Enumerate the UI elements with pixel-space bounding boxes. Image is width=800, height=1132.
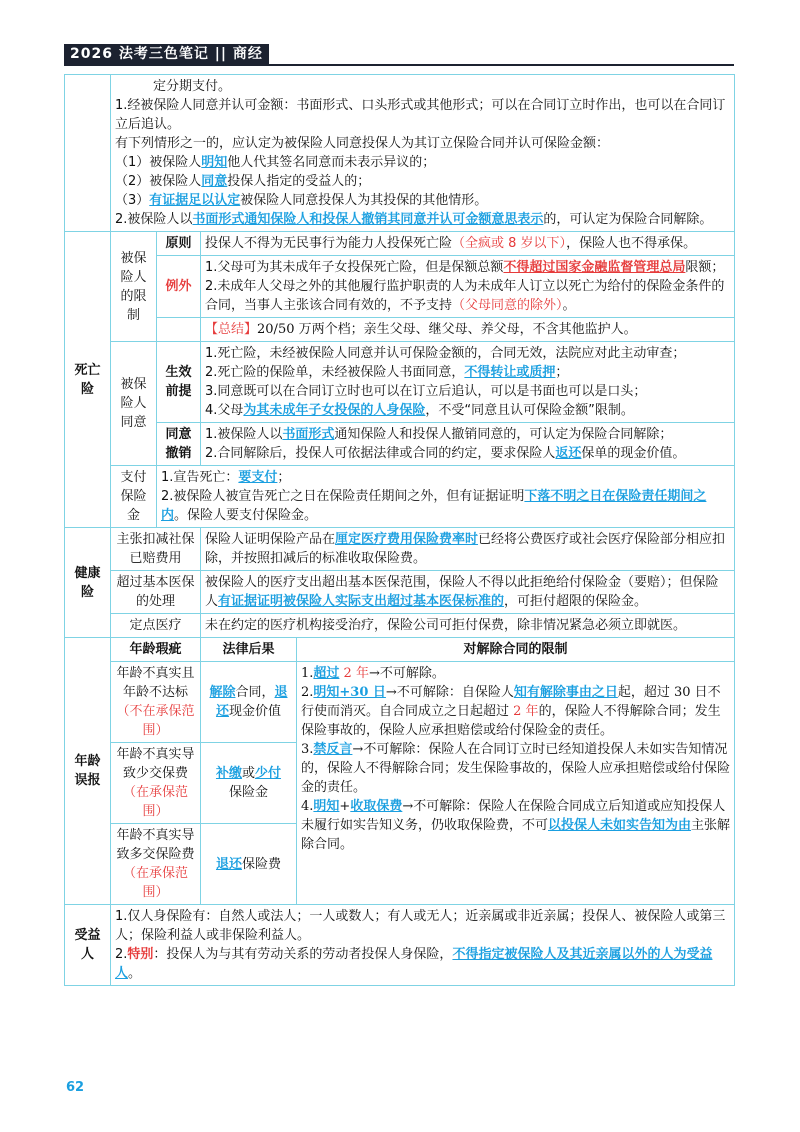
age-r1 — [201, 662, 297, 743]
text: （1）被保险人 — [115, 155, 202, 170]
text: 2.合同解除后，投保人可依据法律或合同的约定，要求保险人 — [205, 446, 556, 461]
text: 合同， — [235, 685, 275, 700]
health-r3-label: 定点医疗 — [111, 614, 201, 638]
health-r2-label: 超过基本医保的处理 — [111, 571, 201, 614]
beneficiary-section-label: 受益人 — [65, 905, 111, 986]
beneficiary-line-1: 1.仅人身保险有：自然人或法人；一人或数人；有人或无人；近亲属或非近亲属；投保人、被保险人或第三人；保险利益人或非保险利益人。 — [115, 909, 726, 943]
consent-revoke-content — [201, 423, 735, 466]
cont-line-0: 定分期支付。 — [153, 79, 232, 94]
text: 1. — [301, 666, 314, 681]
text: 或 — [241, 766, 255, 781]
health-r1-label: 主张扣减社保已赔费用 — [111, 528, 201, 571]
highlight-text: 不得指定被保险人及其近亲属以外的人为受益人 — [115, 947, 713, 981]
highlight-text: 不得转让或质押 — [464, 365, 556, 380]
text: 保险人证明保险产品在 — [205, 532, 336, 547]
page-number: 62 — [66, 1080, 85, 1095]
text: 。 — [128, 966, 142, 981]
health-r1-content — [201, 528, 735, 571]
highlight-text: 书面形式 — [282, 427, 335, 442]
text: →不可解除：保险人在合同订立时已经知道投保人未如实告知情况的，保险人不得解除合同；发生保险事故的，保险人应承担赔偿或给付保险金的责任。 — [301, 742, 731, 795]
principle-content — [201, 232, 735, 256]
age-head-limit: 对解除合同的限制 — [297, 638, 735, 662]
health-row-3 — [65, 614, 735, 638]
cont-line-2: 有下列情形之一的，应认定为被保险人同意投保人为其订立保险合同并认可保险金额： — [115, 136, 610, 151]
cont-line-3 — [115, 153, 730, 172]
summary-content — [201, 318, 735, 342]
text: ，保险人也不得承保。 — [566, 236, 697, 251]
text: 投保人不得为无民事行为能力人投保死亡险 — [205, 236, 453, 251]
effect-line-3: 3.同意既可以在合同订立时也可以在订立后追认，可以是书面也可以是口头； — [205, 384, 647, 399]
text: 被保险人同意投保人为其投保的其他情形。 — [240, 193, 488, 208]
cont-line-4 — [115, 172, 730, 191]
highlight-text: 厘定医疗费用保险费率时 — [335, 532, 479, 547]
limit-line-4 — [301, 797, 730, 854]
age-c2 — [111, 743, 201, 824]
continuation-row — [65, 75, 735, 232]
text: 2.被保险人被宣告死亡之日在保险责任期间之外，但有证据证明 — [161, 489, 525, 504]
text: 年龄不真实导致少交保费 — [116, 747, 195, 781]
red-text: 2 年 — [339, 666, 369, 681]
red-text: （在承保范围） — [122, 866, 188, 900]
text: 。保险人要支付保险金。 — [174, 508, 318, 523]
death-sub-insured-consent: 被保险人同意 — [111, 342, 157, 466]
payment-line-1 — [161, 468, 730, 487]
highlight-text: 退还 — [215, 685, 288, 719]
highlight-text: 有证据足以认定 — [149, 193, 241, 208]
text: （3） — [115, 193, 150, 208]
death-payment-row — [65, 466, 735, 528]
summary-text: 20/50 万两个档；亲生父母、继父母、养父母，不含其他监护人。 — [257, 322, 637, 337]
beneficiary-content — [111, 905, 735, 986]
text: →不可解除：自保险人 — [385, 685, 514, 700]
text: 保险费 — [242, 856, 282, 872]
death-section-label: 死亡险 — [65, 232, 111, 528]
text: 限额； — [685, 260, 725, 275]
text: 投保人指定的受益人的； — [227, 174, 371, 189]
text: 2.死亡险的保险单，未经被保险人书面同意， — [205, 365, 465, 380]
red-text: （不在承保范围） — [116, 704, 195, 738]
highlight-text: 收取保费 — [350, 799, 403, 814]
exception-line-2 — [205, 277, 730, 315]
text: ：投保人为与其有劳动关系的劳动者投保人身保险， — [153, 947, 453, 962]
red-text: （父母同意的除外） — [452, 298, 563, 313]
text: 2. — [115, 947, 128, 962]
text: 被保险人的医疗支出超出基本医保范围，保险人不得以此拒绝给付保险金（要赔）；但保险人 — [205, 575, 719, 609]
health-section-label: 健康险 — [65, 528, 111, 638]
text: 主张解除合同。 — [301, 818, 731, 852]
text: 他人代其签名同意而未表示异议的； — [227, 155, 436, 170]
health-r2-content — [201, 571, 735, 614]
label-exception: 例外 — [157, 256, 201, 318]
limit-line-3 — [301, 740, 730, 797]
text: 4.父母 — [205, 403, 244, 418]
highlight-text: 以投保人未如实告知为由 — [548, 818, 692, 833]
highlight-text: 少付 — [255, 766, 282, 781]
summary-tag: 【总结】 — [205, 322, 258, 337]
limit-line-1 — [301, 664, 730, 683]
text: 2. — [301, 685, 314, 700]
text: 1.被保险人以 — [205, 427, 283, 442]
effect-line-2 — [205, 363, 730, 382]
text: 年龄不真实且年龄不达标 — [116, 666, 195, 700]
text: 3. — [301, 742, 314, 757]
text: 2.被保险人以 — [115, 212, 193, 227]
highlight-text: 超过 — [313, 666, 340, 681]
red-text: 2 年 — [509, 704, 539, 719]
age-c1 — [111, 662, 201, 743]
cont-line-6 — [115, 210, 730, 229]
age-head-consequence: 法律后果 — [201, 638, 297, 662]
page-header: 2026 法考三色笔记 || 商经 — [64, 44, 269, 64]
payment-line-2 — [161, 487, 730, 525]
revoke-line-1 — [205, 425, 730, 444]
header-underline — [64, 64, 734, 66]
notes-table — [64, 74, 735, 986]
highlight-text: 禁反言 — [313, 742, 353, 757]
text: ； — [277, 470, 291, 485]
revoke-line-2 — [205, 444, 730, 463]
highlight-text: 为其未成年子女投保的人身保险 — [243, 403, 426, 418]
death-revoke-row — [65, 423, 735, 466]
death-sub-insured-limit: 被保险人的限制 — [111, 232, 157, 342]
label-principle: 原则 — [157, 232, 201, 256]
age-section-label: 年龄误报 — [65, 638, 111, 905]
age-row-1 — [65, 662, 735, 743]
health-row-2 — [65, 571, 735, 614]
health-r3-content: 未在约定的医疗机构接受治疗，保险公司可拒付保费，除非情况紧急必须立即就医。 — [201, 614, 735, 638]
text: ，不受“同意且认可保险金额”限制。 — [425, 403, 634, 418]
health-row-1 — [65, 528, 735, 571]
highlight-text: 同意 — [201, 174, 228, 189]
payment-content — [157, 466, 735, 528]
beneficiary-line-2 — [115, 945, 730, 983]
text: 2.未成年人父母之外的其他履行监护职责的人为未成年人订立以死亡为给付的保险金条件的合同，当事人主张该合同有效的，不予支持 — [205, 279, 725, 313]
text: 保单的现金价值。 — [581, 446, 686, 461]
death-effect-row — [65, 342, 735, 423]
text: 现金价值 — [229, 704, 282, 719]
text: →不可解除。 — [368, 666, 445, 681]
text: 4. — [301, 799, 314, 814]
label-effect-premise: 生效前提 — [157, 342, 201, 423]
death-principle-row — [65, 232, 735, 256]
highlight-text: 返还 — [555, 446, 582, 461]
text: 保险金 — [228, 785, 268, 800]
death-exception-row — [65, 256, 735, 318]
continuation-left-cell — [65, 75, 111, 232]
text: ； — [555, 365, 569, 380]
text: 1.宣告死亡： — [161, 470, 239, 485]
continuation-content — [111, 75, 735, 232]
red-text: （全疯或 8 岁以下） — [452, 236, 567, 251]
red-bold-text: 特别 — [127, 947, 154, 962]
text: 起，超过 30 日不行使而消灭。自合同成立之日起超过 — [301, 685, 721, 719]
death-summary-row — [65, 318, 735, 342]
highlight-text: 明知 — [201, 155, 228, 170]
effect-line-1: 1.死亡险，未经被保险人同意并认可保险金额的，合同无效，法院应对此主动审查； — [205, 346, 686, 361]
highlight-text: 退还 — [215, 856, 242, 872]
highlight-text: 明知+30 日 — [313, 685, 386, 700]
red-underlined-text: 不得超过国家金融监督管理总局 — [503, 260, 686, 275]
text: 1.父母可为其未成年子女投保死亡险，但是保额总额 — [205, 260, 504, 275]
text: 年龄不真实导致多交保险费 — [116, 828, 195, 862]
death-sub-payment: 支付保险金 — [111, 466, 157, 528]
highlight-text: 明知 — [313, 799, 340, 814]
text: ，可拒付超限的保险金。 — [504, 594, 648, 609]
text: 。 — [562, 298, 576, 313]
text: →不可解除：保险人在保险合同成立后知道或应知投保人未履行如实告知义务，仍收取保险费，不可 — [301, 799, 726, 833]
text: + — [339, 799, 351, 814]
cont-line-5 — [115, 191, 730, 210]
effect-premise-content — [201, 342, 735, 423]
highlight-text: 要支付 — [238, 470, 278, 485]
limit-line-2 — [301, 683, 730, 740]
highlight-text: 补缴 — [215, 766, 242, 781]
effect-line-4 — [205, 401, 730, 420]
age-r2 — [201, 743, 297, 824]
label-consent-revoke: 同意撤销 — [157, 423, 201, 466]
highlight-text: 有证据证明被保险人实际支出超过基本医保标准的 — [218, 594, 505, 609]
highlight-text: 解除 — [209, 685, 236, 700]
age-header-row — [65, 638, 735, 662]
cont-line-1: 1.经被保险人同意并认可金额：书面形式、口头形式或其他形式；可以在合同订立时作出，也可以在合同订立后追认。 — [115, 98, 726, 132]
age-limit-content — [297, 662, 735, 905]
red-text: （在承保范围） — [122, 785, 188, 819]
text: 的，保险人不得解除合同；发生保险事故的，保险人应承担赔偿或给付保险金的责任。 — [301, 704, 721, 738]
exception-content — [201, 256, 735, 318]
text: （2）被保险人 — [115, 174, 202, 189]
highlight-text: 知有解除事由之日 — [513, 685, 618, 700]
age-c3 — [111, 824, 201, 905]
text: 已经将公费医疗或社会医疗保险部分相应扣除，并按照扣减后的标准收取保险费。 — [205, 532, 726, 566]
age-head-defect: 年龄瑕疵 — [111, 638, 201, 662]
highlight-text: 下落不明之日在保险责任期间之内 — [161, 489, 707, 523]
text: 的，可认定为保险合同解除。 — [543, 212, 713, 227]
exception-line-1 — [205, 258, 730, 277]
text: 通知保险人和投保人撤销同意的，可认定为保险合同解除； — [334, 427, 673, 442]
age-r3 — [201, 824, 297, 905]
beneficiary-row — [65, 905, 735, 986]
summary-label-cell — [157, 318, 201, 342]
highlight-text: 书面形式通知保险人和投保人撤销其同意并认可金额意思表示 — [192, 212, 544, 227]
